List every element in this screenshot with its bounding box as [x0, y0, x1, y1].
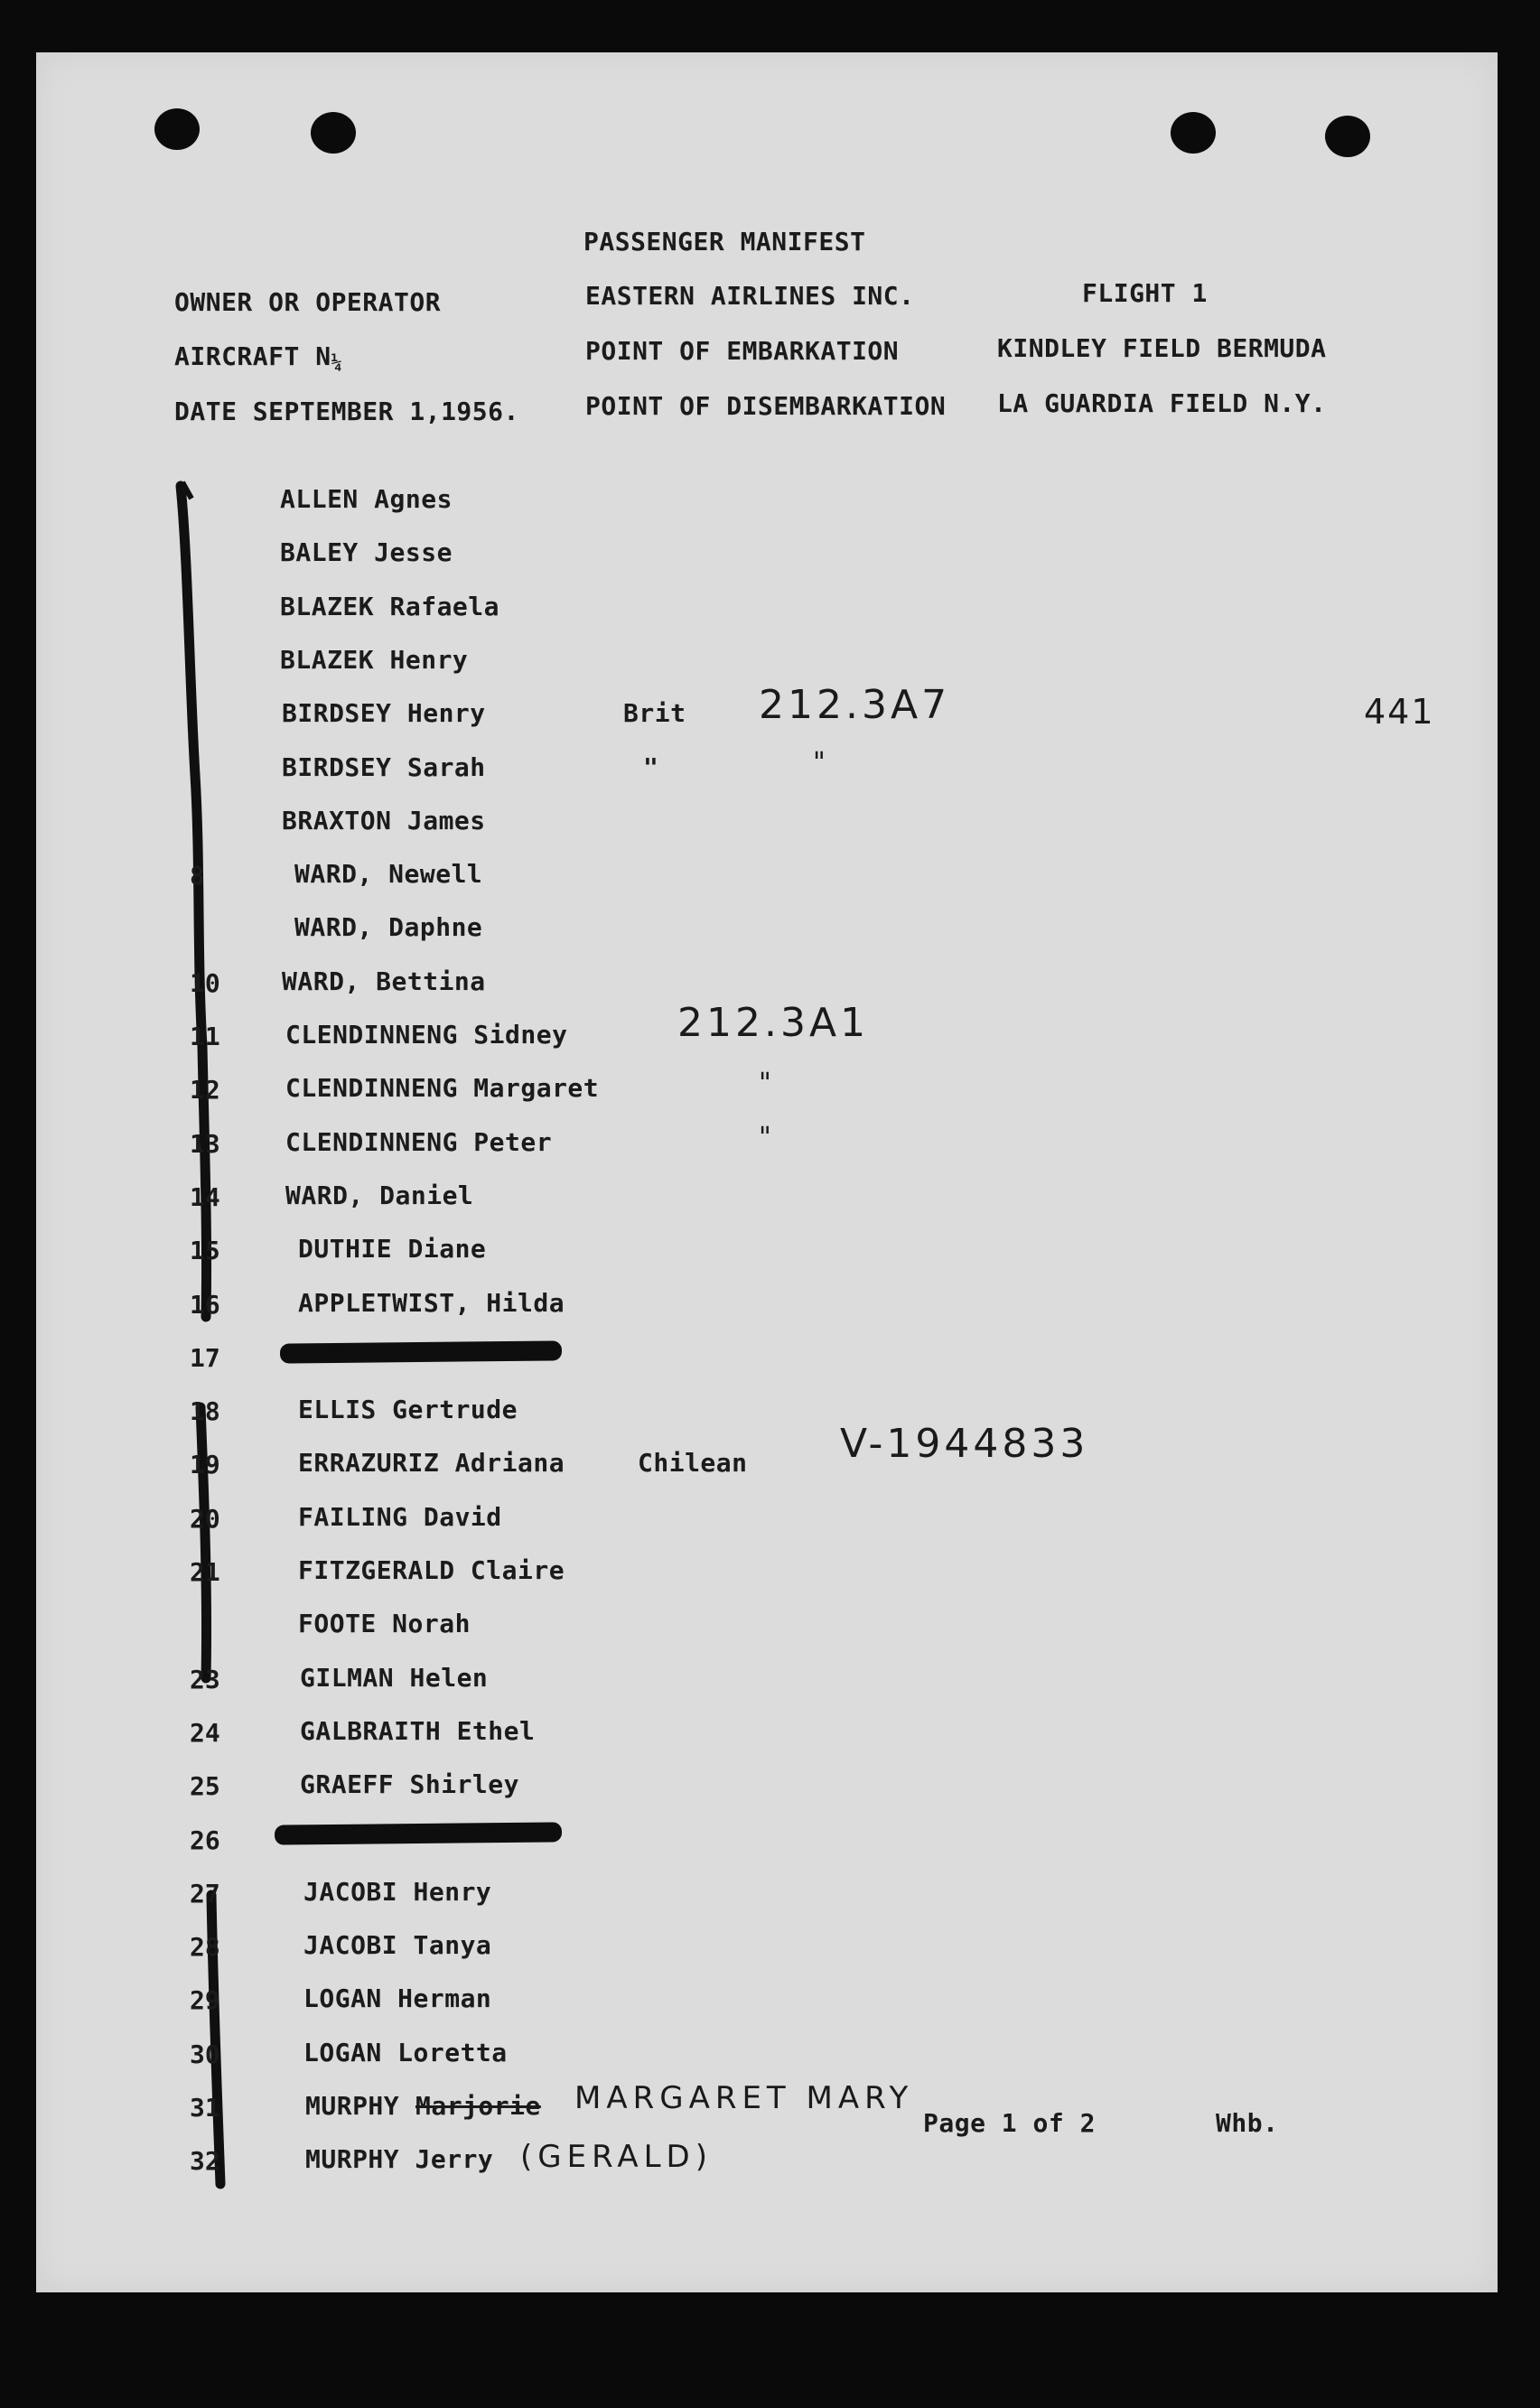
- row-number: 10: [190, 967, 220, 998]
- passenger-name: WARD, Bettina: [282, 966, 486, 996]
- row-number: 28: [190, 1932, 220, 1963]
- row-number: 25: [190, 1771, 220, 1802]
- passenger-name: FITZGERALD Claire: [298, 1555, 565, 1585]
- nationality: Brit: [623, 698, 686, 729]
- passenger-name: WARD, Newell: [294, 859, 483, 890]
- passenger-name: LOGAN Herman: [303, 1983, 492, 2014]
- visa-annotation: ": [759, 1068, 775, 1100]
- passenger-name: BLAZEK Henry: [280, 644, 469, 675]
- row-number: 11: [190, 1022, 220, 1051]
- passenger-name: JACOBI Tanya: [303, 1930, 492, 1961]
- row-number: 31: [190, 2093, 220, 2123]
- struck-name: Marjorie: [415, 2091, 541, 2121]
- row-number: 15: [190, 1236, 220, 1266]
- passenger-name: BALEY Jesse: [280, 537, 453, 568]
- row-number: 16: [190, 1289, 220, 1320]
- passenger-name: LOGAN Loretta: [303, 2037, 508, 2067]
- row-number: 14: [190, 1181, 220, 1212]
- embarkation-value: KINDLEY FIELD BERMUDA: [997, 333, 1327, 363]
- date-label: DATE SEPTEMBER 1,1956.: [174, 397, 519, 426]
- nationality: ": [643, 751, 659, 782]
- passenger-name: CLENDINNENG Peter: [285, 1126, 553, 1157]
- flight-number: FLIGHT 1: [1082, 278, 1208, 308]
- passenger-name: BIRDSEY Sarah: [282, 751, 486, 782]
- handwritten-correction: MARGARET MARY: [574, 2080, 914, 2116]
- row-number: 8: [190, 861, 205, 891]
- nationality: Chilean: [638, 1448, 748, 1479]
- passenger-name: MURPHY Jerry: [305, 2144, 494, 2175]
- passenger-name: BLAZEK Rafaela: [280, 591, 500, 621]
- visa-annotation: V-1944833: [840, 1421, 1089, 1468]
- passenger-name: BIRDSEY Henry: [282, 698, 486, 729]
- bracket-marks: [36, 52, 1498, 2292]
- row-number: 24: [190, 1717, 220, 1748]
- passenger-name: MURPHY: [305, 2091, 400, 2121]
- clerk-initials: Whb.: [1216, 2108, 1279, 2138]
- page-number: Page 1 of 2: [923, 2108, 1096, 2138]
- owner-value: EASTERN AIRLINES INC.: [585, 281, 915, 311]
- passenger-name: DUTHIE Diane: [298, 1234, 487, 1265]
- margin-number: 441: [1364, 692, 1435, 732]
- passenger-name: BRAXTON James: [282, 805, 486, 835]
- redaction-bar: [275, 1822, 562, 1844]
- passenger-name: JACOBI Henry: [303, 1876, 492, 1907]
- row-number: 29: [190, 1985, 220, 2016]
- row-number: 30: [190, 2039, 220, 2069]
- passenger-name: CLENDINNENG Margaret: [285, 1073, 600, 1104]
- passenger-name: WARD, Daphne: [294, 912, 483, 943]
- document-title: PASSENGER MANIFEST: [583, 227, 866, 257]
- visa-annotation: ": [759, 1121, 775, 1153]
- passenger-name: ELLIS Gertrude: [298, 1395, 518, 1425]
- aircraft-label-text: AIRCRAFT N: [174, 341, 331, 371]
- row-number: 17: [190, 1342, 220, 1373]
- disembarkation-label: POINT OF DISEMBARKATION: [585, 391, 947, 421]
- passenger-name: GILMAN Helen: [300, 1662, 489, 1693]
- passenger-name: GRAEFF Shirley: [300, 1769, 520, 1800]
- row-number: 26: [190, 1825, 220, 1855]
- passenger-name: APPLETWIST, Hilda: [298, 1287, 565, 1318]
- row-number: 20: [190, 1503, 220, 1534]
- aircraft-sub-mark: ¼: [331, 351, 343, 373]
- row-number: 19: [190, 1450, 220, 1480]
- owner-label: OWNER OR OPERATOR: [174, 287, 442, 317]
- row-number: 21: [190, 1557, 220, 1587]
- passenger-name: GALBRAITH Ethel: [300, 1715, 536, 1746]
- embarkation-label: POINT OF EMBARKATION: [585, 336, 900, 366]
- manifest-sheet: [36, 52, 1498, 2292]
- row-number: 32: [190, 2146, 220, 2177]
- row-number: 13: [190, 1128, 220, 1159]
- passenger-name: CLENDINNENG Sidney: [285, 1020, 568, 1050]
- handwritten-correction: (GERALD): [520, 2139, 713, 2176]
- passenger-name: ERRAZURIZ Adriana: [298, 1448, 565, 1479]
- row-number: 18: [190, 1396, 220, 1427]
- passenger-name: WARD, Daniel: [285, 1180, 474, 1210]
- passenger-name: FAILING David: [298, 1501, 502, 1532]
- passenger-name: ALLEN Agnes: [280, 484, 453, 514]
- disembarkation-value: LA GUARDIA FIELD N.Y.: [997, 388, 1327, 418]
- visa-annotation: 212.3A1: [677, 1000, 870, 1046]
- row-number: 12: [190, 1075, 220, 1106]
- row-number: 27: [190, 1878, 220, 1909]
- visa-annotation: 212.3A7: [759, 682, 951, 729]
- passenger-name: FOOTE Norah: [298, 1609, 471, 1639]
- row-number: 23: [190, 1664, 220, 1694]
- redaction-bar: [280, 1340, 562, 1363]
- visa-annotation: ": [813, 746, 829, 779]
